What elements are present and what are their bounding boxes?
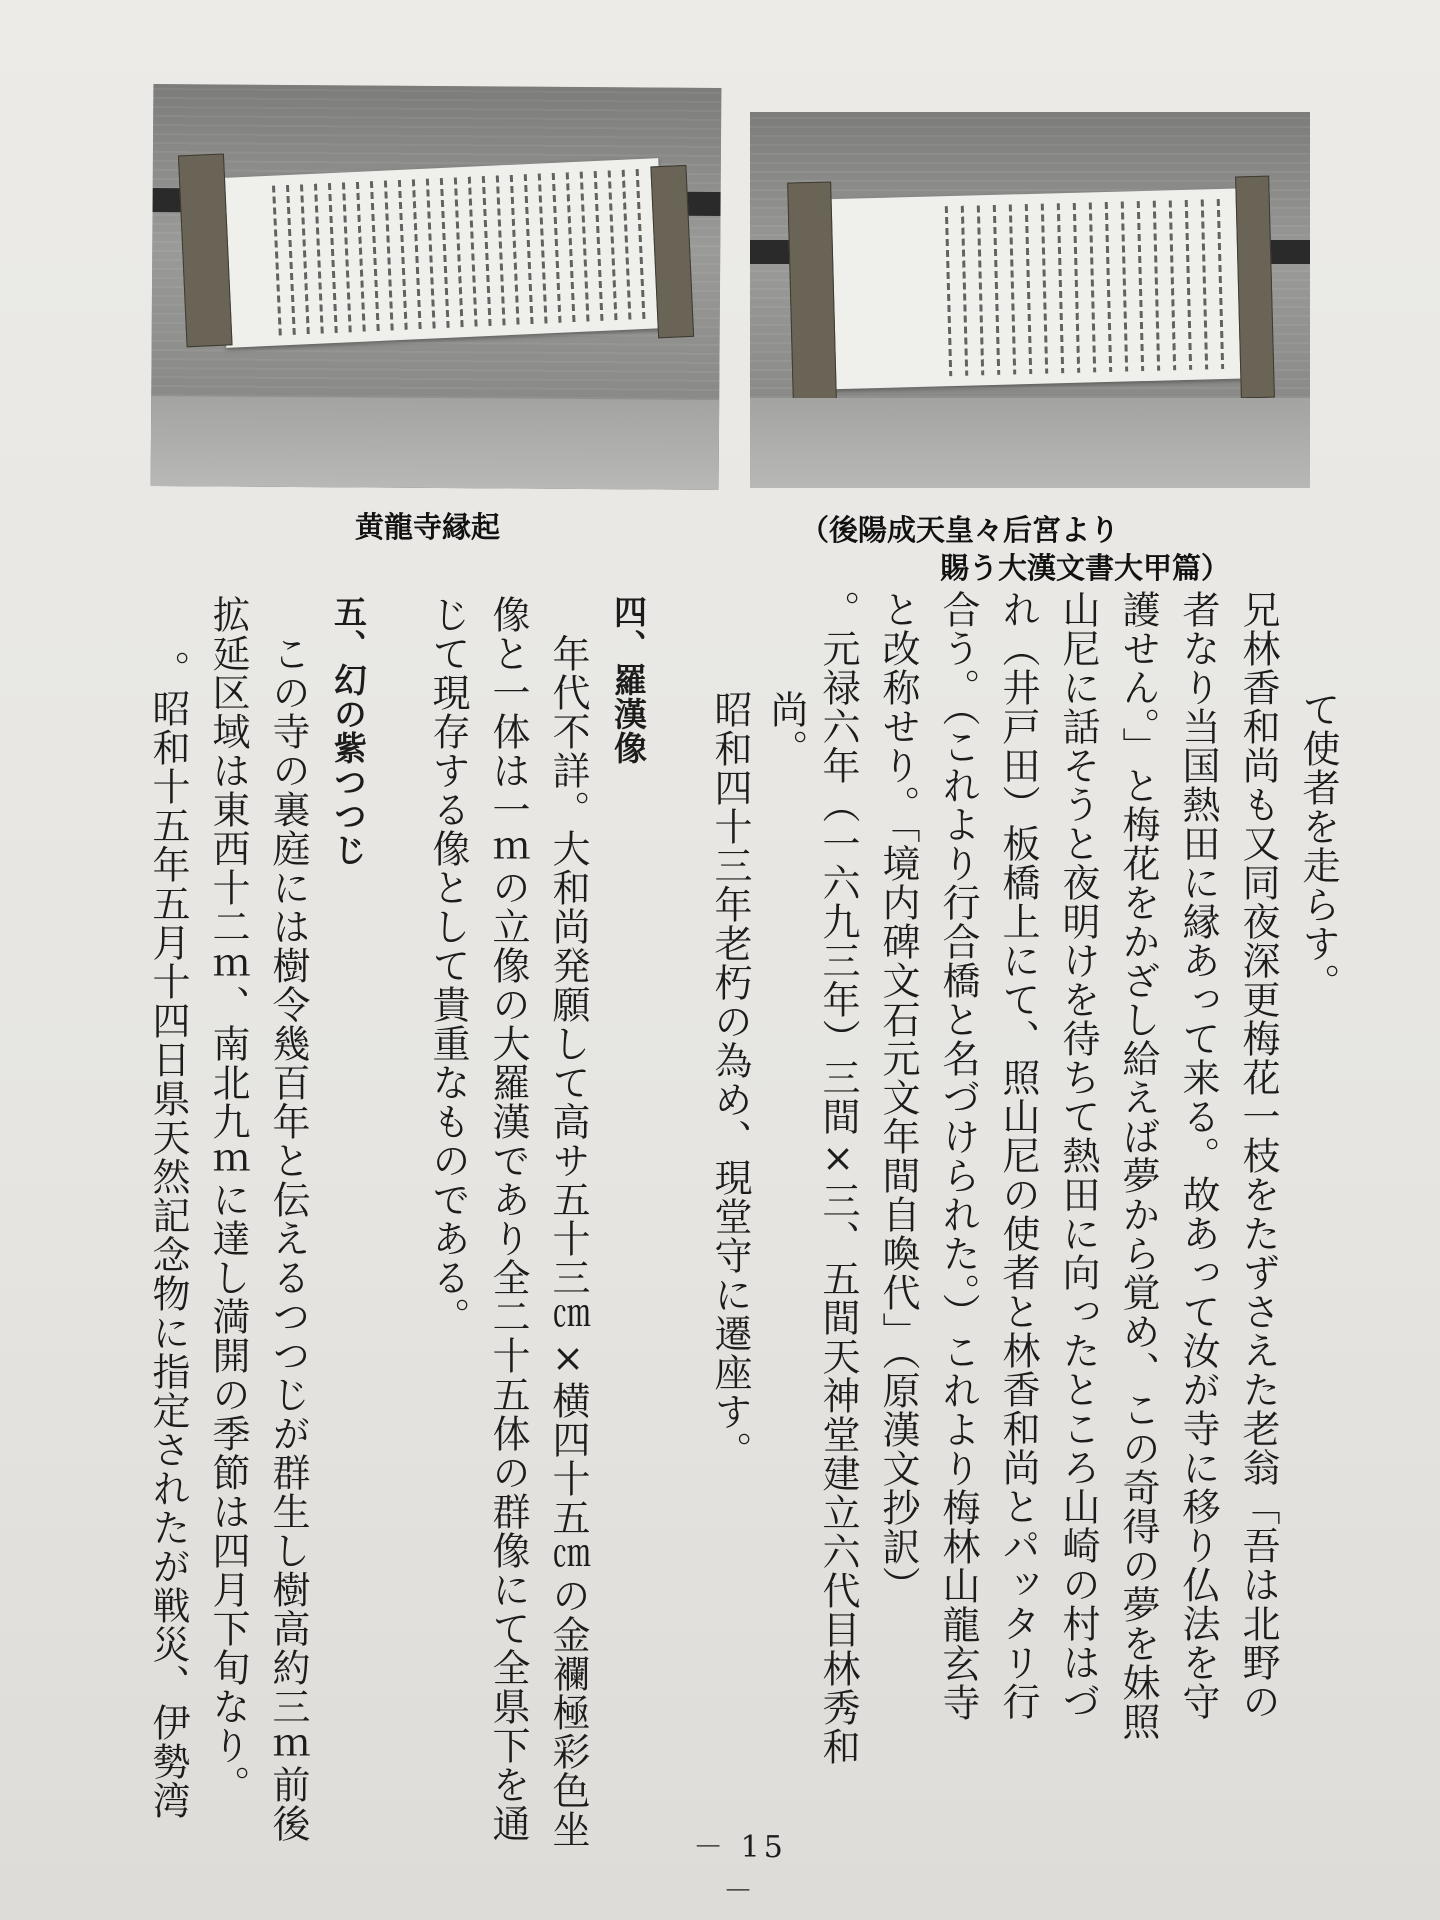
text-column: 昭和四十三年老朽の為め、現堂守に遷座す。 xyxy=(708,690,752,1470)
scroll-roller-left xyxy=(787,181,837,402)
text-column: 護せん。」と梅花をかざし給えば夢から覚め、この奇得の夢を妹照 xyxy=(1116,590,1160,1741)
text-column: 合う。（これより行合橋と名づけられた。）これより梅林山龍玄寺 xyxy=(936,590,980,1722)
text-column: 尚。 xyxy=(764,690,808,768)
photo-caption-right-line2: 賜う大漢文書大甲篇） xyxy=(940,551,1231,585)
text-column: 山尼に話そうと夜明けを待ちて熱田に向ったところ山崎の村はづ xyxy=(1056,590,1100,1721)
text-column: この寺の裏庭には樹令幾百年と伝えるつつじが群生し樹高約三ｍ前後 xyxy=(266,595,310,1843)
photo-caption-left: 黄龍寺縁起 xyxy=(355,510,501,544)
scroll-roller-left xyxy=(178,153,233,347)
scroll-photo-right xyxy=(750,112,1310,488)
text-column: 者なり当国熱田に縁あって来る。故あって汝が寺に移り仏法を守 xyxy=(1176,590,1220,1721)
text-column: 年代不詳。大和尚発願して高サ五十三㎝×横四十五㎝の金襴極彩色坐 xyxy=(546,595,590,1849)
text-column: じて現存する像として貴重なものである。 xyxy=(426,595,470,1336)
text-column: て使者を走らす。 xyxy=(1296,690,1340,1002)
text-column: 。昭和十五年五月十四日県天然記念物に指定されたが戦災、伊勢湾 xyxy=(146,650,190,1820)
scroll-paper xyxy=(818,189,1243,390)
section-heading-tsutsuji: 五、幻の紫つつじ xyxy=(329,595,368,867)
text-column: 兄林香和尚も又同夜深更梅花一枝をたずさえた老翁「吾は北野の xyxy=(1236,590,1280,1721)
photo-floor xyxy=(151,396,720,490)
page-number: － 15 － xyxy=(693,1830,787,1909)
photo-floor xyxy=(750,398,1310,488)
scroll-paper xyxy=(219,158,666,348)
text-column: 拡延区域は東西十二ｍ、南北九ｍに達し満開の季節は四月下旬なり。 xyxy=(206,595,250,1804)
section-heading-rakan: 四、羅漢像 xyxy=(609,595,648,765)
text-column: れ（井戸田）板橋上にて、照山尼の使者と林香和尚とパッタリ行 xyxy=(996,590,1040,1721)
text-column: と改称せり。「境内碑文石元文年間自喚代」（原漢文抄訳） xyxy=(876,590,920,1605)
photo-caption-right-line1: （後陽成天皇々后宮より xyxy=(800,513,1120,547)
scroll-roller-right xyxy=(1235,176,1275,399)
scroll-photo-left xyxy=(151,84,722,490)
text-column: 。元禄六年（一六九三年）三間×三、五間天神堂建立六代目林秀和 xyxy=(816,590,860,1766)
text-column: 像と一体は一ｍの立像の大羅漢であり全二十五体の群像にて全県下を通 xyxy=(486,595,530,1843)
